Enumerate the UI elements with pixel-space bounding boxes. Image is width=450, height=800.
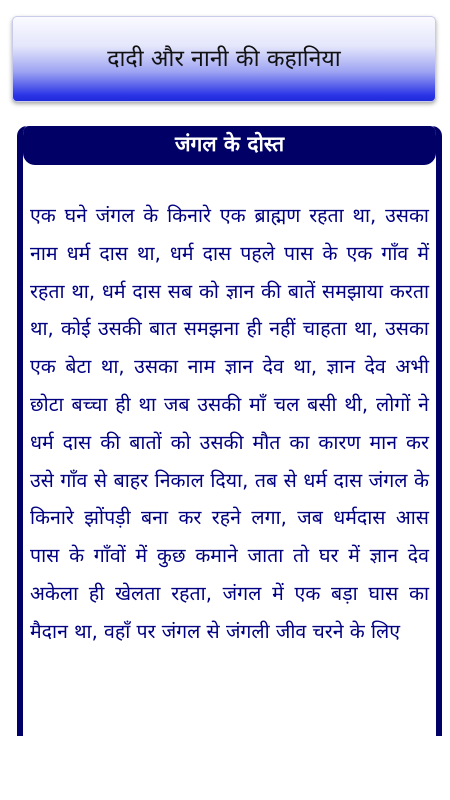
story-card[interactable] (17, 126, 442, 736)
app-header (12, 16, 436, 102)
story-title-bar (23, 126, 436, 165)
story-text: एक घने जंगल के किनारे एक ब्राह्मण रहता था, उसका नाम धर्म दास था, धर्म दास पहले पास के एक गाँव में रहता था, धर्म दास सब को ज्ञान की बातें समझाया करता था, कोई उसकी बात समझना ही नहीं चाहता था, उसका एक बेटा था, उसका नाम ज्ञान देव था, ज्ञान देव अभी छोटा बच्चा ही था जब उसकी माँ चल बसी थी, लोगों ने धर्म दास की बातों को उसकी मौत का कारण मान कर उसे गाँव से बाहर निकाल दिया, तब से धर्म दास जंगल के किनारे झोंपड़ी बना कर रहने लगा, जब धर्मदास आस पास के गाँवों में कुछ कमाने जाता तो घर में ज्ञान देव अकेला ही खेलता रहता, जंगल में एक बड़ा घास का मैदान था, वहाँ पर जंगल से जंगली जीव चरने के लिए (30, 204, 429, 643)
app-title: दादी और नानी की कहानिया (107, 46, 341, 72)
story-title: जंगल के दोस्त (174, 132, 285, 156)
